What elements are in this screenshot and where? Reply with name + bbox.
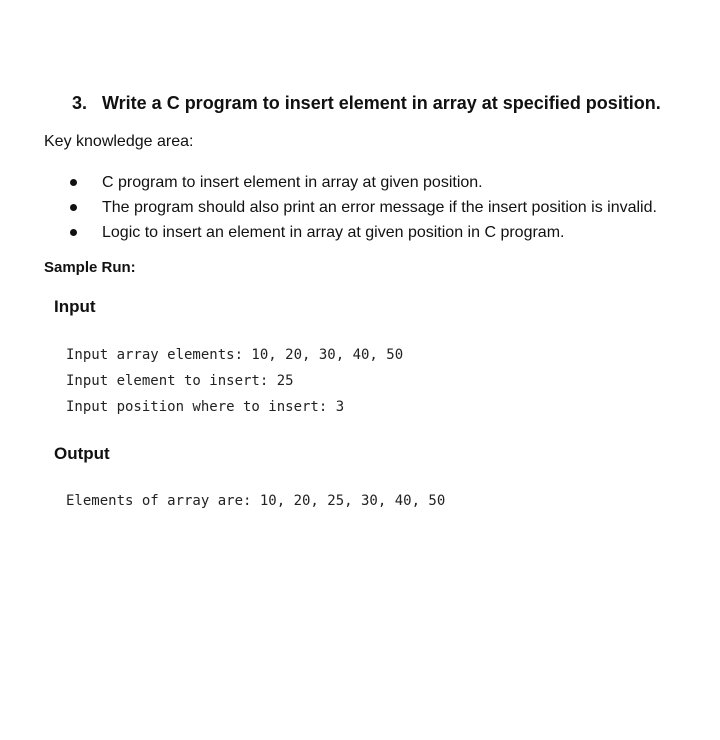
output-code-block <box>66 491 445 517</box>
list-item <box>70 222 657 247</box>
input-code-block <box>66 345 403 423</box>
code-line: Input element to insert: 25 <box>66 373 294 389</box>
bullet-icon <box>70 179 77 186</box>
question-heading <box>72 93 661 114</box>
code-line: Elements of array are: 10, 20, 25, 30, 40, 50 <box>66 493 446 509</box>
list-item-text: C program to insert element in array at given position. <box>102 174 483 191</box>
input-heading: Input <box>54 297 96 316</box>
list-item-text: Logic to insert an element in array at given position in C program. <box>102 224 565 241</box>
question-number: 3. <box>72 93 88 113</box>
list-item <box>70 172 657 197</box>
sample-run-label: Sample Run: <box>44 259 136 276</box>
code-line: Input array elements: 10, 20, 30, 40, 50 <box>66 347 404 363</box>
bullet-icon <box>70 229 77 236</box>
list-item <box>70 197 657 222</box>
list-item-text: The program should also print an error message if the insert position is invalid. <box>102 199 657 216</box>
output-heading: Output <box>54 444 110 463</box>
key-knowledge-list <box>70 172 657 247</box>
key-knowledge-label: Key knowledge area: <box>44 133 194 150</box>
bullet-icon <box>70 204 77 211</box>
question-text: Write a C program to insert element in array at specified position. <box>102 93 661 113</box>
code-line: Input position where to insert: 3 <box>66 399 345 415</box>
